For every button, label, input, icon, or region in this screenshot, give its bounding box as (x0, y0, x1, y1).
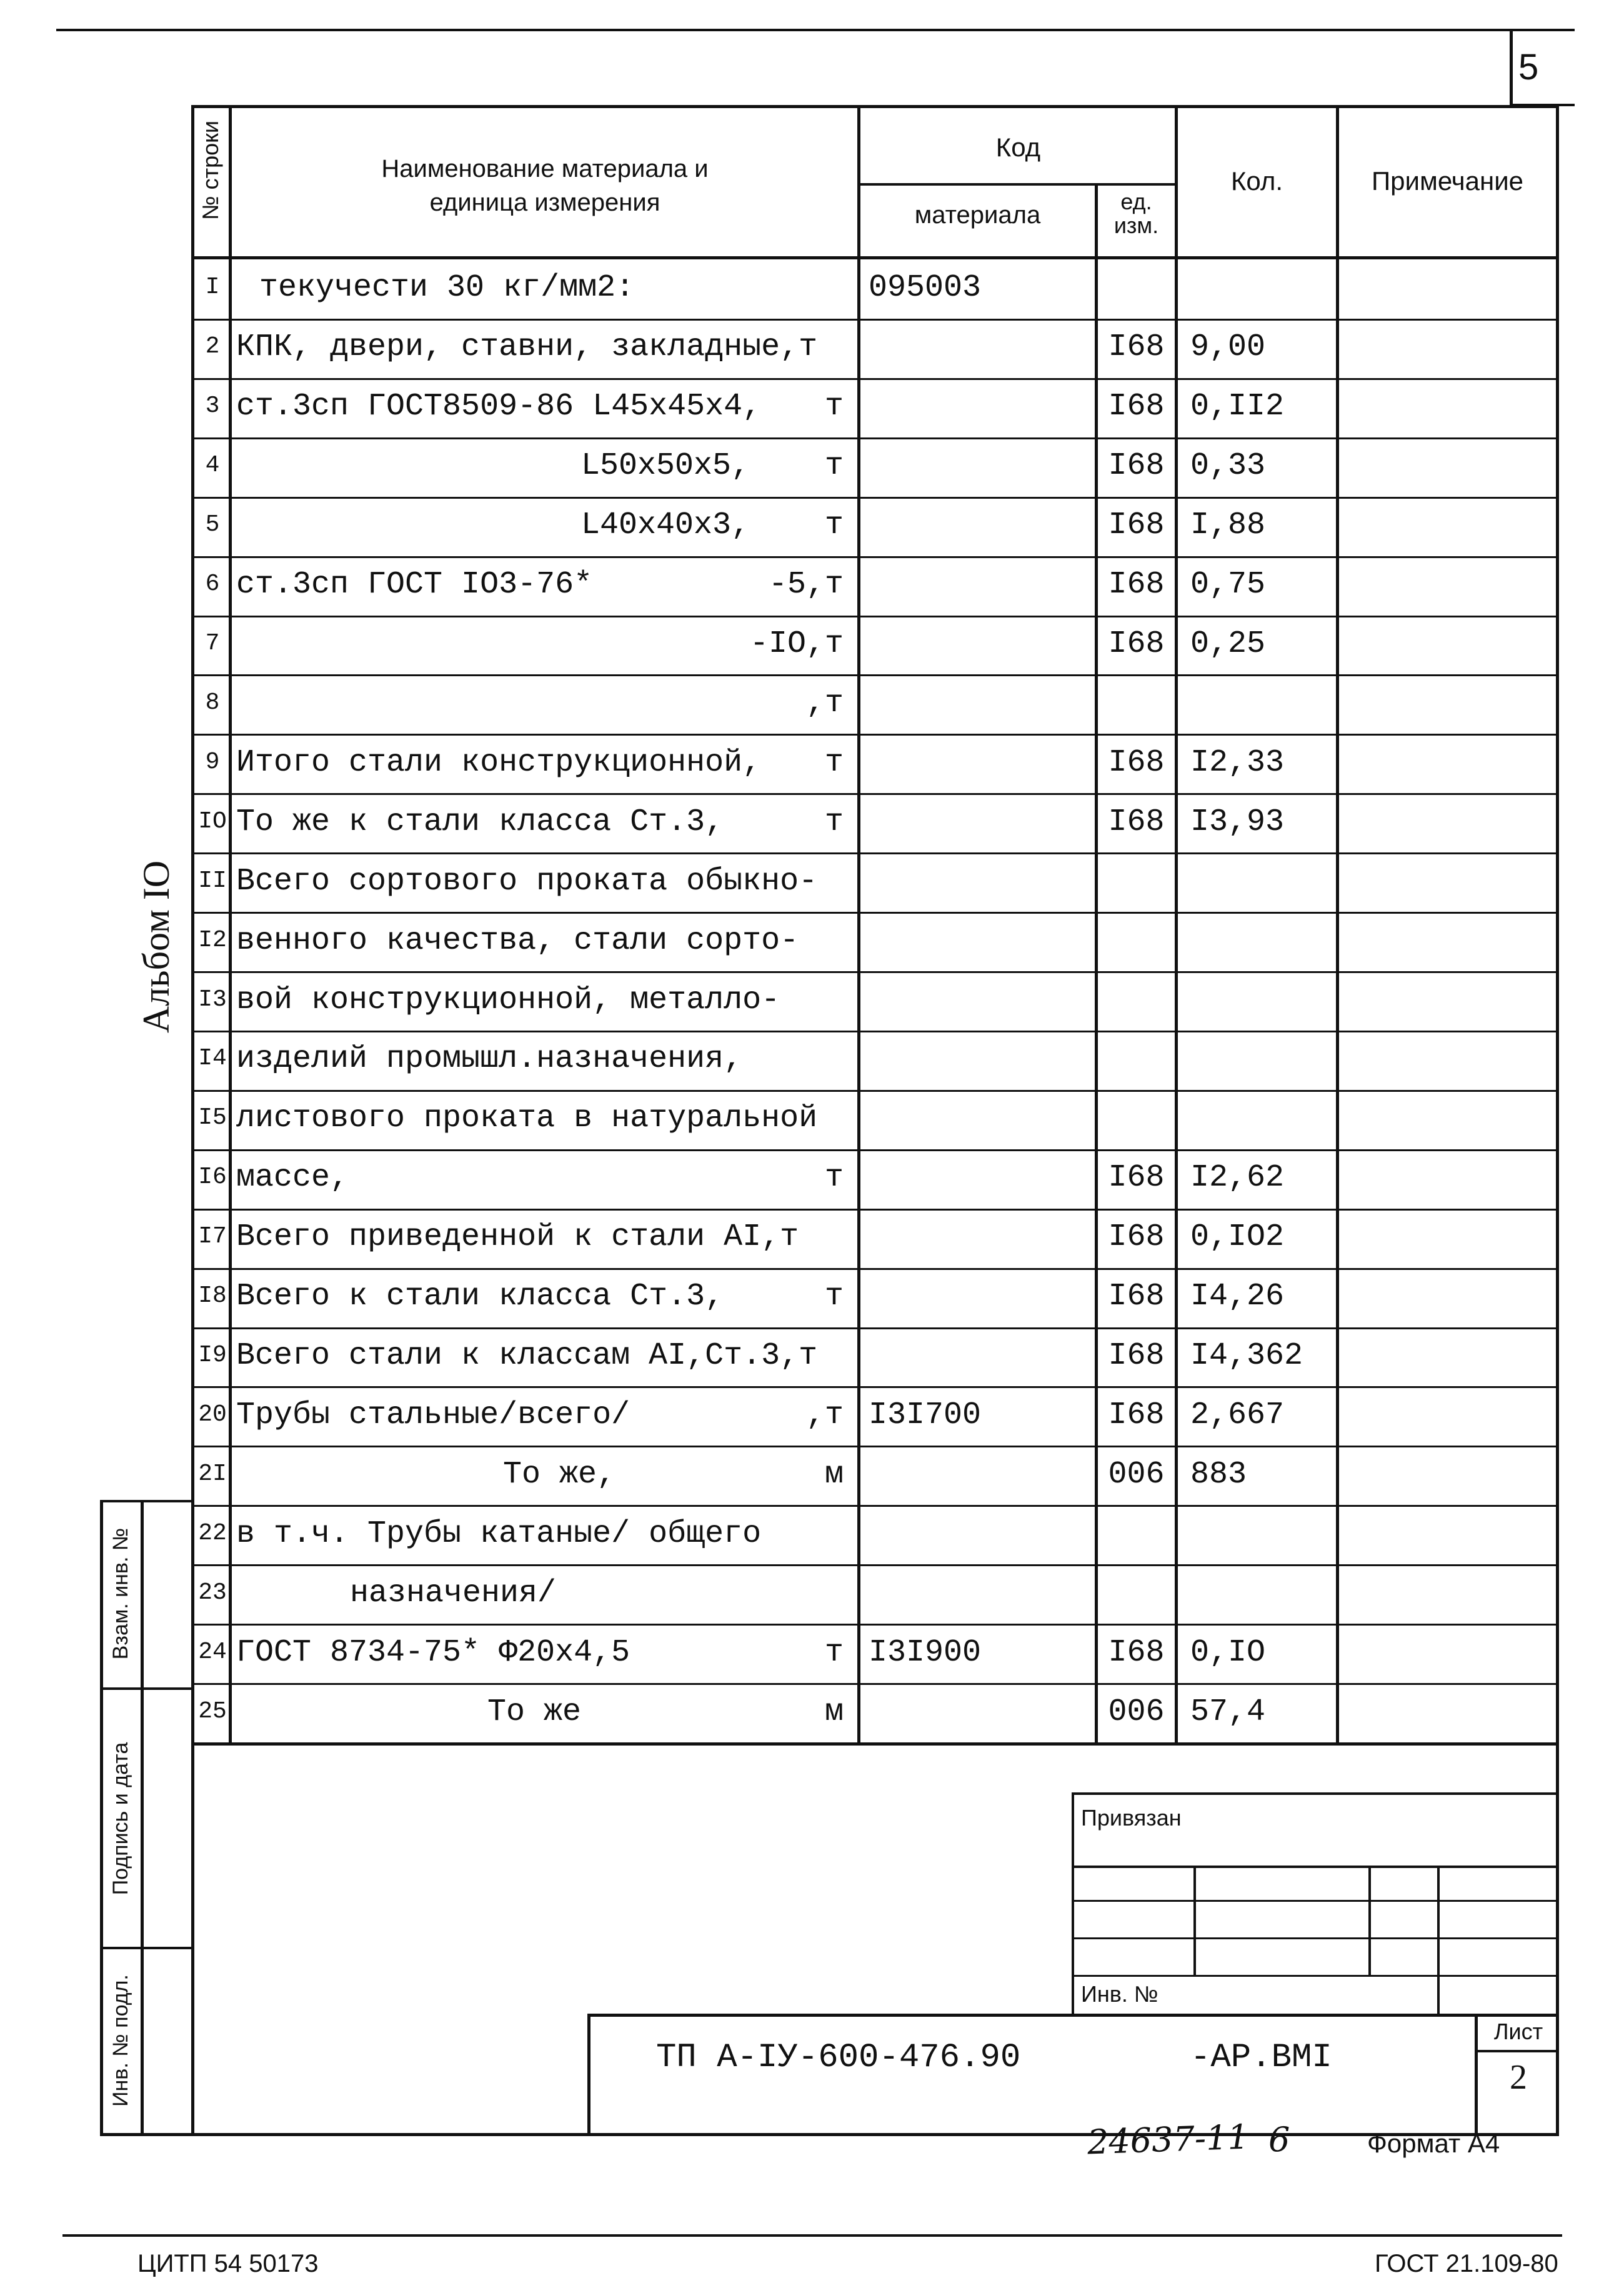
row-number: I (205, 274, 220, 301)
material-name: в т.ч. Трубы катаные/ общего (236, 1516, 762, 1552)
row-separator (191, 1327, 1559, 1329)
unit-code: I68 (1108, 448, 1165, 484)
material-name: ст.3сп ГОСТ8509-86 L45x45x4, (236, 389, 762, 424)
material-name: Всего приведенной к стали AI,т (236, 1219, 799, 1255)
material-unit: -5,т (768, 567, 844, 602)
album-label: Альбом IO (136, 860, 177, 1034)
material-code: I3I700 (869, 1397, 982, 1433)
quantity: 0,IO2 (1190, 1219, 1285, 1255)
privyazan-h4 (1072, 1975, 1559, 1977)
row-separator (191, 616, 1559, 617)
material-name: массе, (236, 1160, 349, 1196)
header-code-unit-2: изм. (1113, 212, 1159, 238)
quantity: 57,4 (1190, 1694, 1266, 1730)
quantity: 2,667 (1190, 1397, 1285, 1433)
unit-code: 006 (1108, 1457, 1165, 1492)
quantity: I2,33 (1190, 745, 1285, 781)
row-separator (191, 1090, 1559, 1092)
privyazan-label: Привязан (1081, 1805, 1182, 1831)
quantity: I,88 (1190, 507, 1266, 543)
unit-code: I68 (1108, 1338, 1165, 1374)
material-name: То же, (503, 1457, 616, 1492)
quantity: 0,IO (1190, 1635, 1266, 1671)
row-number: 8 (205, 689, 220, 716)
quantity: I3,93 (1190, 804, 1285, 840)
designation: ТП А-IУ-600-476.90 (656, 2039, 1021, 2077)
material-name: Всего к стали класса Ст.3, (236, 1279, 724, 1314)
row-number: I4 (198, 1045, 227, 1072)
header-code: Код (995, 132, 1041, 162)
sheet-divider (1475, 2050, 1559, 2052)
quantity: I2,62 (1190, 1160, 1285, 1196)
row-separator (191, 1031, 1559, 1032)
quantity: 9,00 (1190, 329, 1266, 365)
unit-code: I68 (1108, 804, 1165, 840)
sheet-value: 2 (1510, 2058, 1527, 2097)
unit-code: I68 (1108, 1279, 1165, 1314)
material-unit: ,т (805, 1397, 844, 1433)
header-col-line (1336, 105, 1339, 1746)
row-number: 6 (205, 571, 220, 597)
page-number-divider (1510, 29, 1513, 105)
row-separator (191, 852, 1559, 854)
frame-top (191, 105, 1559, 108)
handwritten-number: 24637-11 (1086, 2117, 1250, 2162)
row-separator (191, 1386, 1559, 1388)
material-name: текучести 30 кг/мм2: (259, 270, 635, 306)
row-number: 7 (205, 630, 220, 657)
material-name: L40x40x3, (581, 507, 750, 543)
material-name: ГОСТ 8734-75* Ф20х4,5 (236, 1635, 630, 1671)
side-stamp-inv-podl: Инв. № подл. (109, 1974, 132, 2107)
header-row-no: № строки (197, 120, 223, 220)
material-unit: т (824, 448, 844, 484)
row-number: 24 (198, 1639, 227, 1666)
material-name: То же (487, 1694, 582, 1730)
material-name: вой конструкционной, металло- (236, 982, 780, 1018)
material-name: Всего сортового проката обыкно- (236, 864, 818, 899)
privyazan-top (1072, 1792, 1559, 1795)
unit-code: I68 (1108, 626, 1165, 662)
row-separator (191, 556, 1559, 558)
row-separator (191, 734, 1559, 736)
row-separator (191, 1149, 1559, 1151)
material-name: То же к стали класса Ст.3, (236, 804, 724, 840)
quantity: 0,33 (1190, 448, 1266, 484)
row-separator (191, 497, 1559, 499)
unit-code: 006 (1108, 1694, 1165, 1730)
row-number: 2 (205, 333, 220, 360)
header-name-line2: единица измерения (429, 189, 660, 216)
row-number: I2 (198, 927, 227, 954)
row-separator (191, 1564, 1559, 1566)
unit-code: I68 (1108, 567, 1165, 602)
row-number: I6 (198, 1164, 227, 1191)
format-label: Формат А4 (1367, 2129, 1500, 2158)
unit-code: I68 (1108, 1397, 1165, 1433)
row-number: 9 (205, 749, 220, 776)
material-name: изделий промышл.назначения, (236, 1041, 743, 1077)
row-separator (191, 1624, 1559, 1626)
side-stamp-vzam: Взам. инв. № (109, 1527, 132, 1660)
row-separator (191, 378, 1559, 380)
privyazan-v2 (1368, 1866, 1371, 1977)
material-name: Итого стали конструкционной, (236, 745, 762, 781)
sheet-label: Лист (1493, 2019, 1543, 2044)
row-separator (191, 1505, 1559, 1507)
privyazan-v3 (1437, 1866, 1440, 2014)
handwritten-number-2: 6 (1268, 2120, 1290, 2159)
frame-right (1556, 105, 1559, 2136)
material-unit: -IO,т (749, 626, 844, 662)
designation-top (587, 2014, 1559, 2017)
material-name: Всего стали к классам AI,Ст.3,т (236, 1338, 818, 1374)
row-number: I9 (198, 1342, 227, 1369)
footer-left: ЦИТП 54 50173 (137, 2250, 319, 2277)
material-unit: т (824, 804, 844, 840)
row-number: IO (198, 808, 227, 835)
header-note: Примечание (1371, 166, 1524, 196)
row-separator (191, 437, 1559, 439)
row-number: 22 (198, 1520, 227, 1547)
material-unit: ,т (805, 686, 844, 721)
row-number: 23 (198, 1579, 227, 1606)
side-stamp-left (100, 1500, 103, 2136)
row-separator (191, 1268, 1559, 1270)
designation-suffix: -АР.ВМI (1190, 2039, 1332, 2077)
material-unit: т (824, 1635, 844, 1671)
row-separator (191, 912, 1559, 914)
side-stamp-inner (141, 1500, 144, 2136)
unit-code: I68 (1108, 1635, 1165, 1671)
side-stamp-div1 (100, 1687, 194, 1690)
quantity: I4,26 (1190, 1279, 1285, 1314)
header-code-material: материала (914, 201, 1041, 229)
quantity: 883 (1190, 1457, 1247, 1492)
material-unit: т (824, 1279, 844, 1314)
header-bottom-line (191, 256, 1559, 259)
row-separator (191, 793, 1559, 795)
row-number: 20 (198, 1401, 227, 1428)
material-name: ст.3сп ГОСТ IO3-76* (236, 567, 593, 602)
header-col-line (1175, 105, 1178, 1746)
designation-left (587, 2014, 590, 2136)
header-code-unit-1: ед. (1120, 189, 1152, 214)
footer-rule (62, 2234, 1562, 2237)
row-separator (191, 1209, 1559, 1211)
row-number: 5 (205, 511, 220, 538)
quantity: 0,75 (1190, 567, 1266, 602)
quantity: I4,362 (1190, 1338, 1303, 1374)
row-separator (191, 971, 1559, 973)
top-rule (56, 29, 1575, 31)
material-code: I3I900 (869, 1635, 982, 1671)
material-name: листового проката в натуральной (236, 1101, 818, 1136)
material-code: 095003 (869, 270, 982, 306)
material-unit: т (824, 745, 844, 781)
privyazan-left (1072, 1792, 1074, 2014)
row-number: 3 (205, 392, 220, 419)
material-name: L50x50x5, (581, 448, 750, 484)
quantity: 0,II2 (1190, 389, 1285, 424)
privyazan-h2 (1072, 1900, 1559, 1902)
material-unit: м (824, 1694, 844, 1730)
header-col-line (857, 105, 860, 1746)
row-separator (191, 1446, 1559, 1447)
material-unit: т (824, 389, 844, 424)
row-number: I5 (198, 1104, 227, 1131)
row-separator (191, 319, 1559, 321)
row-number: 4 (205, 452, 220, 479)
code-subheader-line (857, 183, 1176, 186)
footer-right: ГОСТ 21.109-80 (1375, 2250, 1558, 2277)
unit-code: I68 (1108, 1219, 1165, 1255)
material-name: назначения/ (350, 1576, 557, 1611)
row-number: I8 (198, 1282, 227, 1309)
unit-code: I68 (1108, 507, 1165, 543)
material-name: КПК, двери, ставни, закладные,т (236, 329, 818, 365)
row-number: II (198, 867, 227, 894)
material-unit: т (824, 507, 844, 543)
privyazan-h1 (1072, 1866, 1559, 1868)
unit-code: I68 (1108, 329, 1165, 365)
row-separator (191, 1683, 1559, 1685)
row-number: 25 (198, 1698, 227, 1725)
frame-bottom (100, 2133, 1559, 2136)
table-bottom-line (191, 1742, 1559, 1746)
privyazan-v1 (1193, 1866, 1196, 1977)
unit-code: I68 (1108, 745, 1165, 781)
header-name-line1: Наименование материала и (381, 155, 709, 182)
quantity: 0,25 (1190, 626, 1266, 662)
material-unit: м (824, 1457, 844, 1492)
row-separator (191, 674, 1559, 676)
material-unit: т (824, 1160, 844, 1196)
privyazan-h3 (1072, 1937, 1559, 1939)
side-stamp-podpis: Подпись и дата (109, 1742, 132, 1896)
row-number: 2I (198, 1461, 227, 1487)
page-number: 5 (1518, 47, 1539, 87)
row-number: I7 (198, 1223, 227, 1250)
material-name: Трубы стальные/всего/ (236, 1397, 630, 1433)
inv-no-label: Инв. № (1081, 1981, 1158, 2007)
header-qty: Кол. (1230, 166, 1283, 196)
material-name: венного качества, стали сорто- (236, 923, 799, 959)
unit-code: I68 (1108, 389, 1165, 424)
unit-code: I68 (1108, 1160, 1165, 1196)
row-number: I3 (198, 986, 227, 1013)
